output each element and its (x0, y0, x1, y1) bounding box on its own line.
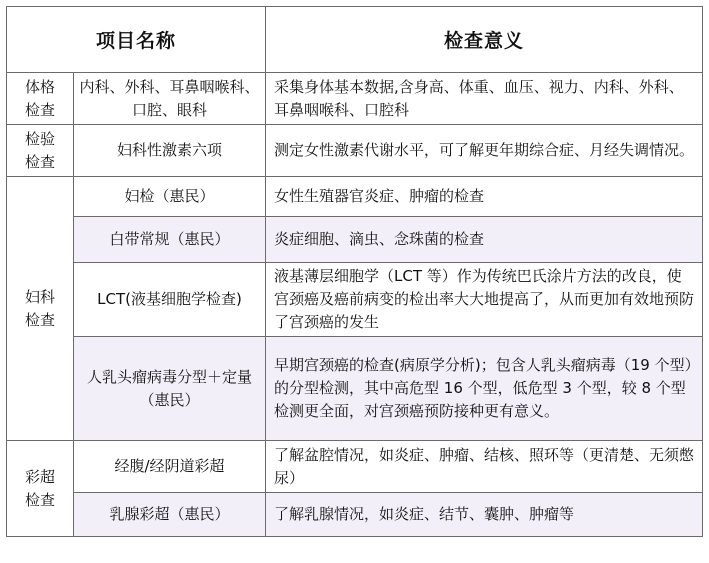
category-physical-line1: 体格 (24, 77, 55, 96)
item-cell: 经腹/经阴道彩超 (74, 441, 266, 493)
desc-cell: 炎症细胞、滴虫、念珠菌的检查 (266, 217, 703, 263)
category-lab (7, 125, 74, 177)
category-physical-line2: 检查 (24, 100, 55, 119)
exam-items-table (6, 6, 703, 537)
category-gyn (7, 177, 74, 441)
table-row (7, 263, 703, 337)
category-ultrasound-line2: 检查 (24, 490, 55, 509)
table-row (7, 337, 703, 441)
item-cell: 乳腺彩超（惠民） (74, 493, 266, 537)
desc-cell: 早期宫颈癌的检查(病原学分析)；包含人乳头瘤病毒（19 个型）的分型检测，其中高危型 16 个型，低危型 3 个型，较 8 个型检测更全面，对宫颈癌预防接种更有意义。 (266, 337, 703, 441)
item-cell: 白带常规（惠民） (74, 217, 266, 263)
item-cell: LCT(液基细胞学检查) (74, 263, 266, 337)
table-row (7, 73, 703, 125)
item-cell: 妇科性激素六项 (74, 125, 266, 177)
table-row (7, 441, 703, 493)
header-exam-meaning: 检查意义 (266, 7, 703, 73)
desc-cell: 了解盆腔情况，如炎症、肿瘤、结核、照环等（更清楚、无须憋尿） (266, 441, 703, 493)
desc-cell: 了解乳腺情况，如炎症、结节、囊肿、肿瘤等 (266, 493, 703, 537)
category-ultrasound (7, 441, 74, 537)
header-item-name: 项目名称 (7, 7, 266, 73)
desc-cell: 测定女性激素代谢水平，可了解更年期综合症、月经失调情况。 (266, 125, 703, 177)
item-cell: 内科、外科、耳鼻咽喉科、口腔、眼科 (74, 73, 266, 125)
desc-cell: 女性生殖器官炎症、肿瘤的检查 (266, 177, 703, 217)
item-cell: 妇检（惠民） (74, 177, 266, 217)
exam-table-wrapper (6, 6, 702, 557)
desc-cell: 采集身体基本数据,含身高、体重、血压、视力、内科、外科、耳鼻咽喉科、口腔科 (266, 73, 703, 125)
table-header-row (7, 7, 703, 73)
table-row (7, 493, 703, 537)
category-physical (7, 73, 74, 125)
category-gyn-line2: 检查 (24, 310, 55, 329)
category-lab-line2: 检查 (24, 152, 55, 171)
table-row (7, 217, 703, 263)
table-row (7, 177, 703, 217)
desc-cell: 液基薄层细胞学（LCT 等）作为传统巴氏涂片方法的改良，使宫颈癌及癌前病变的检出率大大地提高了，从而更加有效地预防了宫颈癌的发生 (266, 263, 703, 337)
table-row (7, 125, 703, 177)
item-cell: 人乳头瘤病毒分型＋定量（惠民） (74, 337, 266, 441)
category-ultrasound-line1: 彩超 (24, 467, 55, 486)
category-gyn-line1: 妇科 (24, 287, 55, 306)
category-lab-line1: 检验 (24, 129, 55, 148)
